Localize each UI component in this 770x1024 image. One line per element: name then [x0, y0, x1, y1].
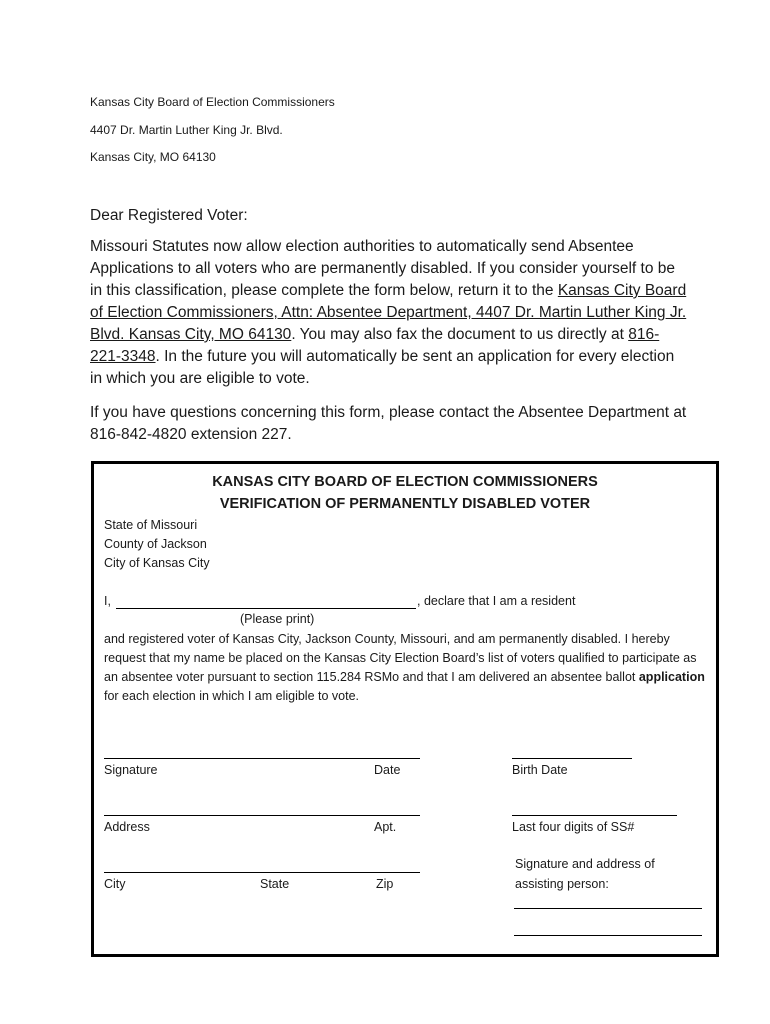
verification-form — [91, 461, 719, 957]
mailing-address-link[interactable]: Kansas City Board of Election Commissioners, Attn: Absentee Department, 4407 Dr. Martin Luther King Jr. Blvd. Kansas City, MO 64130 — [90, 282, 687, 343]
paragraph-bold-text: application — [638, 670, 705, 684]
assisting-person-label-1: Signature and address of — [515, 857, 655, 871]
paragraph-text: . In the future you will automatically be sent an application for every election in which you are eligible to vote. — [90, 348, 675, 387]
ssn-field[interactable] — [512, 815, 677, 816]
signature-label: Signature — [104, 763, 158, 777]
address-line-1: Kansas City Board of Election Commissioners — [90, 95, 335, 109]
city-text: City of Kansas City — [104, 556, 210, 570]
declaration-paragraph — [104, 630, 710, 706]
address-line-2: 4407 Dr. Martin Luther King Jr. Blvd. — [90, 123, 283, 137]
paragraph-text: . You may also fax the document to us directly at — [291, 326, 629, 343]
address-field[interactable] — [104, 815, 420, 816]
birth-date-label: Birth Date — [512, 763, 568, 777]
fax-number-link[interactable]: 816-221-3348 — [90, 326, 660, 365]
address-label: Address — [104, 820, 150, 834]
state-label: State — [260, 877, 290, 891]
assisting-person-field-1[interactable] — [514, 908, 702, 909]
paragraph-text: Missouri Statutes now allow election authorities to automatically send Absentee Applications to all voters who are permanently disabled. If you consider yourself to be in this classification, please complete the form below, return it to the — [90, 238, 676, 299]
letter-paragraph-2: If you have questions concerning this form, please contact the Absentee Department at 816-842-4820 extension 227. — [90, 404, 687, 443]
signature-date-field[interactable] — [104, 758, 420, 759]
name-field[interactable] — [116, 608, 416, 609]
assisting-person-label-2: assisting person: — [515, 877, 609, 891]
paragraph-text: and registered voter of Kansas City, Jackson County, Missouri, and am permanently disabled. I hereby request that my name be placed on the Kansas City Election Board’s list of voters qualified to participate as an absentee voter pursuant to section 115.284 RSMo and that I am delivered an absentee ballot — [104, 632, 697, 684]
apt-label: Apt. — [374, 820, 397, 834]
assisting-person-field-2[interactable] — [514, 935, 702, 936]
birth-date-field[interactable] — [512, 758, 632, 759]
county-text: County of Jackson — [104, 537, 207, 551]
ssn-label: Last four digits of SS# — [512, 820, 635, 834]
form-title-line-1: KANSAS CITY BOARD OF ELECTION COMMISSIONERS — [212, 474, 598, 490]
greeting: Dear Registered Voter: — [90, 207, 248, 224]
form-title-line-2: VERIFICATION OF PERMANENTLY DISABLED VOTER — [219, 496, 591, 512]
please-print-hint: (Please print) — [240, 612, 315, 626]
date-label: Date — [374, 763, 401, 777]
i-label: I, — [104, 594, 111, 608]
declare-text: , declare that I am a resident — [417, 594, 576, 608]
letter-paragraph-1 — [90, 236, 690, 390]
paragraph-text: for each election in which I am eligible to vote. — [104, 689, 359, 703]
city-state-zip-field[interactable] — [104, 872, 420, 873]
zip-label: Zip — [376, 877, 394, 891]
address-line-3: Kansas City, MO 64130 — [90, 150, 216, 164]
city-label: City — [104, 877, 126, 891]
state-text: State of Missouri — [104, 518, 198, 532]
